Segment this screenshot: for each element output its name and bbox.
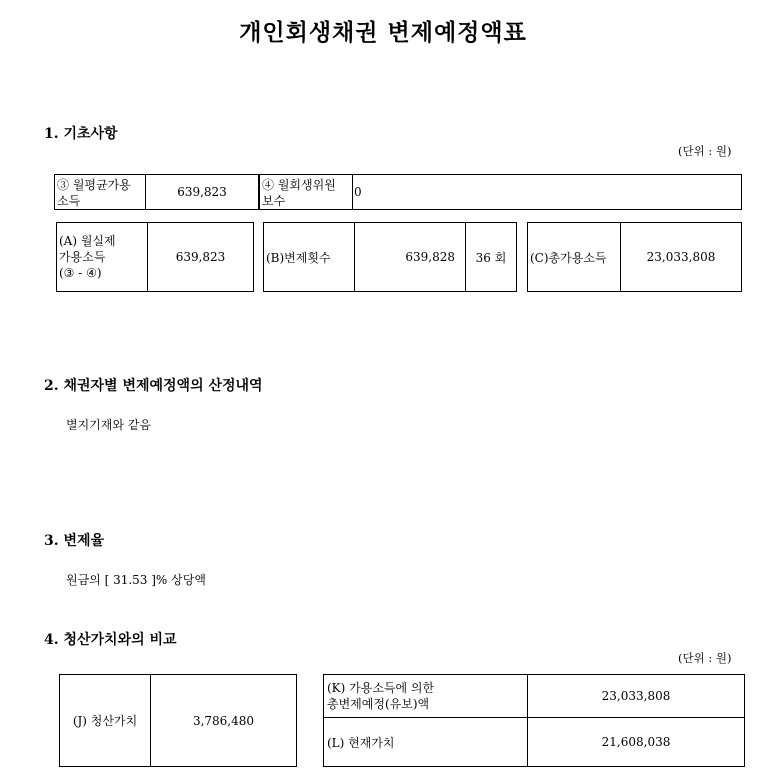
section-4-heading: 4. 청산가치와의 비교 — [44, 632, 177, 648]
present-value: 21,608,038 — [528, 718, 745, 767]
trustee-fee-value: 0 — [352, 175, 741, 209]
liquidation-value-label: (J) 청산가치 — [60, 675, 151, 767]
avg-income-box — [54, 174, 259, 210]
monthly-available-income-value: 639,823 — [147, 223, 253, 291]
avg-income-label: ③ 월평균가용 소득 — [57, 178, 131, 208]
total-repayment-value: 23,033,808 — [528, 675, 745, 718]
section-2-text: 별지기재와 같음 — [66, 418, 151, 432]
present-value-label: (L) 현재가치 — [324, 718, 528, 767]
trustee-fee-label: ④ 월회생위원 보수 — [262, 178, 336, 208]
liquidation-value: 3,786,480 — [151, 675, 297, 767]
section-1-unit: (단위 : 원) — [678, 144, 732, 158]
repayment-count-value: 639,828 — [354, 223, 465, 291]
total-available-income-box — [527, 222, 742, 292]
section-2-heading: 2. 채권자별 변제예정액의 산정내역 — [44, 378, 263, 394]
total-available-income-value: 23,033,808 — [620, 223, 741, 291]
section-1-heading: 1. 기초사항 — [44, 126, 118, 142]
section-3-heading: 3. 변제율 — [44, 533, 105, 549]
page-title: 개인회생채권 변제예정액표 — [239, 19, 527, 46]
repayment-count-times: 36 회 — [465, 223, 516, 291]
comparison-spacer — [297, 675, 324, 767]
monthly-available-income-box — [56, 222, 254, 292]
total-available-income-label: (C)총가용소득 — [530, 250, 607, 265]
section-4-unit: (단위 : 원) — [678, 651, 732, 665]
monthly-available-income-label: (A) 월실제 가용소득 (③ - ④) — [59, 234, 116, 280]
comparison-table — [59, 674, 745, 767]
repayment-count-label: (B)변제횟수 — [266, 250, 331, 265]
repayment-count-box — [263, 222, 517, 292]
trustee-fee-box — [259, 174, 742, 210]
total-repayment-label: (K) 가용소득에 의한 총변제예정(유보)액 — [324, 675, 528, 718]
section-3-text: 원금의 [ 31.53 ]% 상당액 — [66, 573, 206, 587]
avg-income-value: 639,823 — [145, 175, 258, 209]
